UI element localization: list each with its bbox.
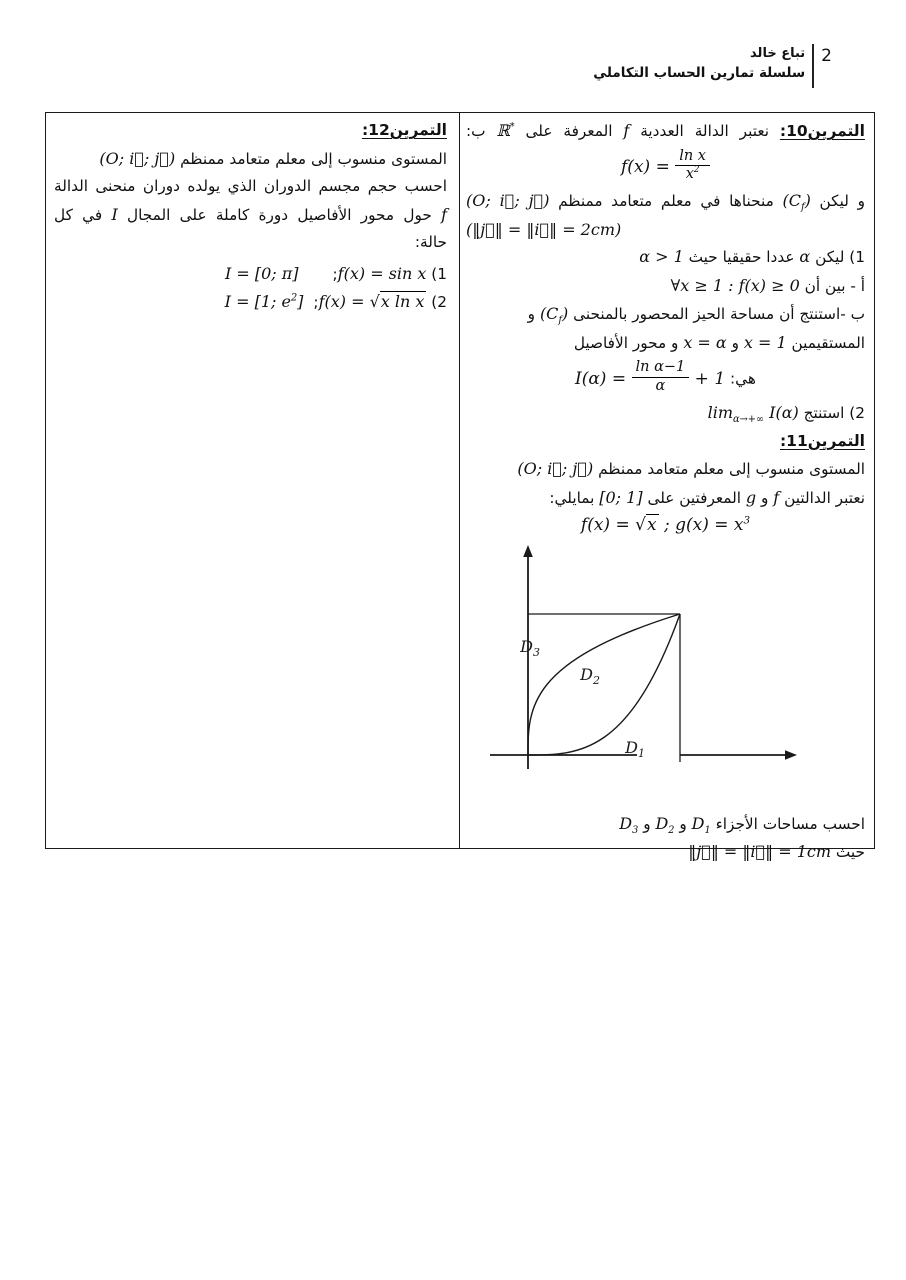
math-I-alpha-fraction: I(α) = $\frac{\text{ln α−1}}{\alpha}$ + 1	[574, 359, 726, 394]
ex11-title: التمرين11:	[779, 431, 865, 450]
math-alpha: α	[799, 247, 811, 267]
ex12-title: التمرين12:	[361, 121, 447, 139]
column-left	[46, 113, 459, 848]
cube-curve	[528, 614, 680, 755]
ex12-frame-line: المستوى منسوب إلى معلم متعامد ممنظم (O; i⃗; j⃗)	[99, 148, 447, 168]
header-series-title: سلسلة تمارين الحساب التكاملي	[593, 65, 806, 81]
header-text	[593, 44, 805, 84]
ex10-q1a-line: أ - بين أن ∀x ≥ 1 : f(x) ≥ 0	[670, 275, 865, 295]
math-d2: $D_2$	[655, 813, 675, 836]
ex10-formula-fx	[466, 147, 865, 186]
x-axis-arrow-icon	[785, 750, 797, 760]
ex10-q1b-line: ب -استنتج أن مساحة الحيز المحصور بالمنحنى $(C_f)$ و	[527, 304, 865, 327]
ex12-statement-line2: f حول محور الأفاصيل دورة كاملة على المجال I في كل	[54, 204, 447, 224]
math-cf: $(C_f)$	[539, 304, 569, 327]
ex10-area-result-line: هي: I(α) = $\frac{\text{ln α−1}}{\alpha}$ + 1	[574, 359, 756, 394]
math-f: f	[623, 121, 630, 140]
math-alpha-gt-1: α > 1	[639, 247, 684, 267]
column-right	[459, 113, 874, 862]
ex11-title-line	[466, 428, 865, 456]
math-norms-1cm: ‖j⃗‖ = ‖i⃗‖ = 1cm	[688, 842, 832, 862]
ex11-unit-line: حيث ‖j⃗‖ = ‖i⃗‖ = 1cm	[688, 842, 865, 862]
ex12-case2-line: 2) f(x) = √x ln x;I = [1; $e^2$]	[224, 292, 447, 311]
math-d1: $D_1$	[691, 813, 711, 836]
ex11-frame-line: المستوى منسوب إلى معلم متعامد ممنظم (O; i⃗; j⃗)	[517, 459, 865, 479]
ex12-statement-line3: حالة:	[414, 233, 447, 251]
ex10-q1-line: 1) ليكن α عددا حقيقيا حيث α > 1	[639, 247, 865, 267]
math-forall: ∀x ≥ 1 : f(x) ≥ 0	[670, 275, 800, 295]
math-case2-function: f(x) = √x ln x	[318, 292, 425, 311]
math-frame: (O; i⃗; j⃗)	[517, 459, 594, 479]
page-header	[593, 44, 832, 88]
ex10-norm-line	[466, 216, 865, 244]
math-real-set: ℝ*	[496, 121, 515, 140]
ex10-intro-line: التمرين10: نعتبر الدالة العددية f المعرفة على ℝ* ب:	[466, 121, 865, 140]
graph-figure	[490, 542, 842, 780]
region-label-d1: $D_1$	[624, 737, 645, 760]
ex11-functions-line: نعتبر الدالتين f و g المعرفتين على [0; 1] بمايلي:	[549, 487, 865, 507]
math-sqrt-cube: f(x) = √x ; $g(x) = x^3$	[580, 514, 751, 536]
page-number: 2	[821, 46, 832, 66]
math-case1-function: f(x) = sin x	[337, 263, 427, 283]
math-frame: (O; i⃗; j⃗)	[99, 148, 176, 168]
math-fx-fraction: f(x) = $\frac{\text{ln x}}{x^2}$	[621, 157, 710, 177]
ex10-title: التمرين10:	[779, 122, 865, 140]
ex10-curve-line: و ليكن $(C_f)$ منحناها في معلم متعامد ممنظم (O; i⃗; j⃗)	[466, 191, 865, 214]
ex12-case1-line: 1) f(x) = sin x;I = [0; π]	[224, 263, 447, 283]
exercise-table	[45, 112, 875, 862]
ex12-statement-line1: احسب حجم مجسم الدوران الذي يولده دوران منحنى الدالة	[54, 177, 447, 195]
math-norms-2cm: (‖j⃗‖ = ‖i⃗‖ = 2cm)	[466, 219, 622, 239]
y-axis-arrow-icon	[523, 545, 533, 557]
math-frame: (O; i⃗; j⃗)	[466, 191, 550, 211]
header-divider	[812, 44, 814, 88]
graph-figure-wrap	[466, 542, 865, 784]
math-case2-interval: I = [1; $e^2$]	[224, 292, 304, 311]
ex12-title-line	[54, 117, 447, 145]
ex10-q1b2-line: المستقيمين x = 1 و x = α و محور الأفاصيل	[573, 332, 865, 352]
region-label-d2: $D_2$	[579, 664, 600, 687]
math-d3: $D_3$	[619, 813, 639, 836]
ex11-areas-line: احسب مساحات الأجزاء $D_1$ و $D_2$ و $D_3$	[619, 813, 865, 836]
math-cf: $(C_f)$	[782, 191, 811, 214]
sqrt-curve	[528, 614, 680, 755]
ex10-q2-line: 2) استنتج $\lim_{\alpha\to+\infty} I(\alpha)$	[707, 403, 865, 426]
math-limit: $\lim_{\alpha\to+\infty} I(\alpha)$	[707, 403, 799, 426]
region-label-d3: $D_3$	[519, 636, 540, 659]
ex11-formula-line	[466, 512, 865, 540]
math-case1-interval: I = [0; π]	[224, 263, 299, 283]
header-author: تباع خالد	[750, 46, 806, 61]
